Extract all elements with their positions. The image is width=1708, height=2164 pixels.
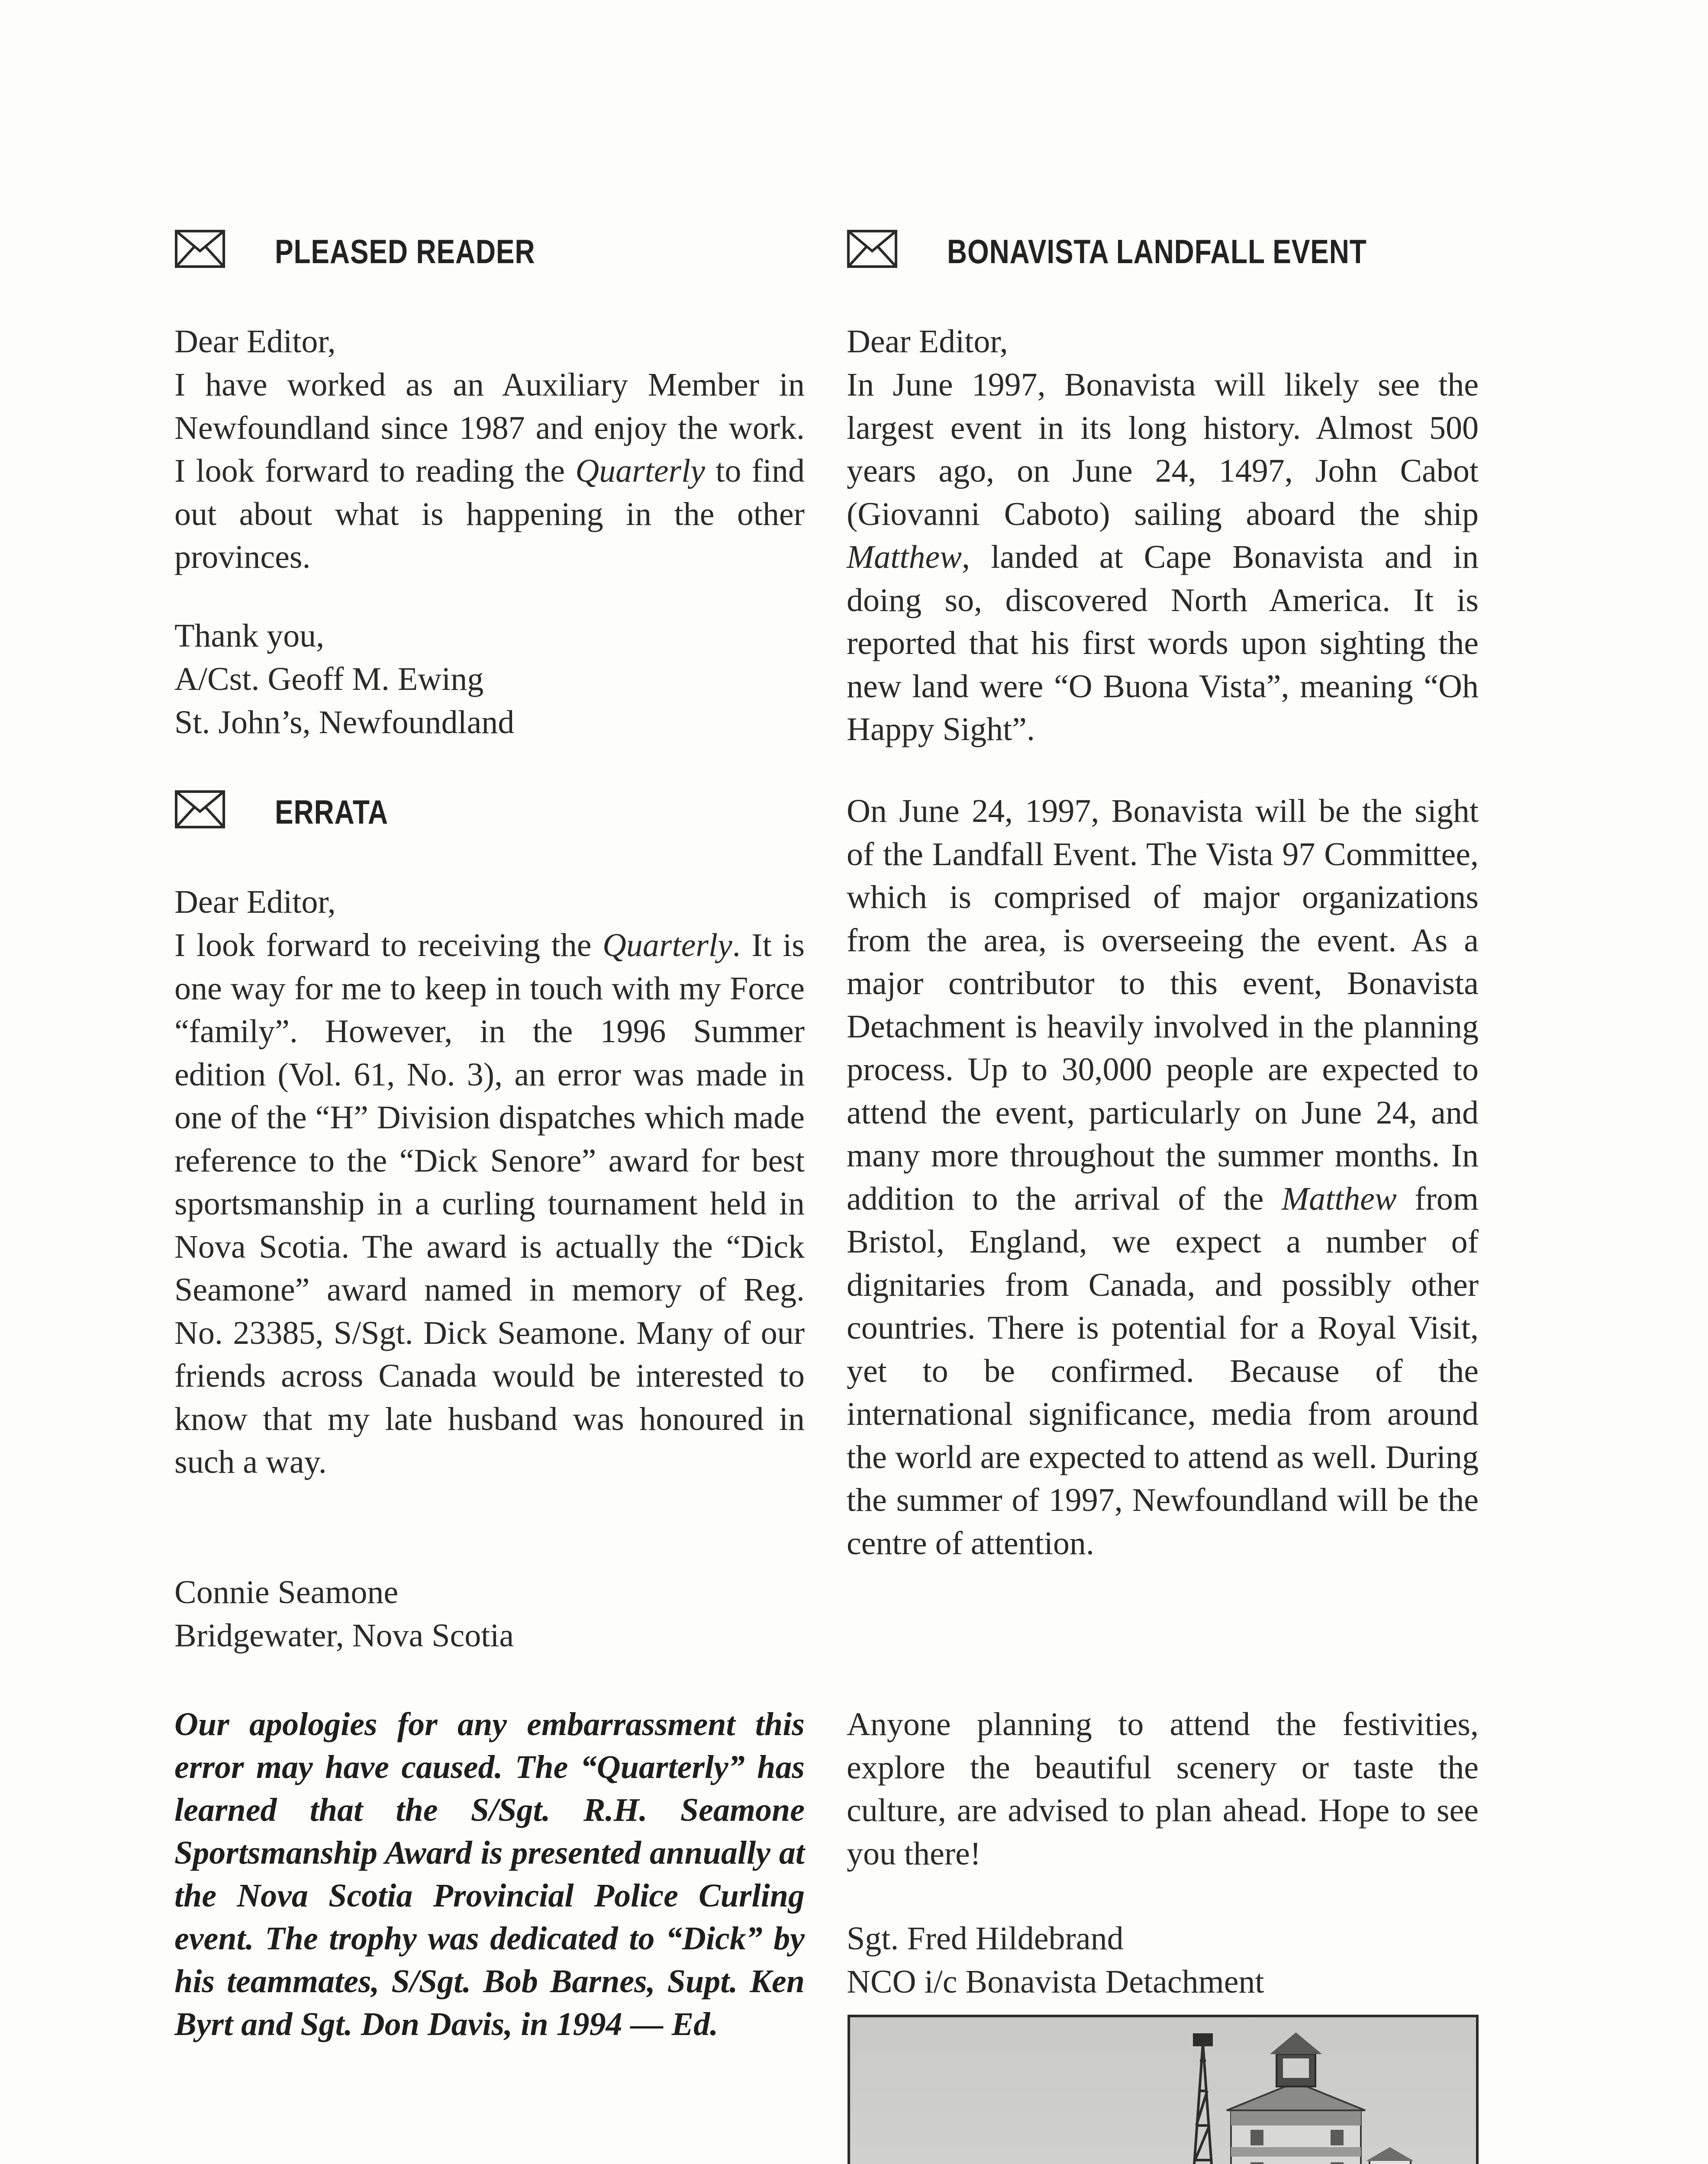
letter-body (174, 364, 805, 579)
signature-place: Bridgewater, Nova Scotia (174, 1617, 514, 1654)
salutation: Dear Editor, (847, 323, 1008, 360)
pleased-reader-heading (174, 229, 805, 273)
envelope-icon (174, 790, 226, 829)
signature-name: Sgt. Fred Hildebrand (847, 1920, 1124, 1957)
letter-paragraph-2 (847, 790, 1479, 1565)
errata-heading (174, 790, 805, 833)
signature-place: St. John’s, Newfoundland (174, 704, 515, 741)
ship-name: Matthew (1281, 1180, 1397, 1217)
envelope-icon (847, 229, 898, 268)
signature-name: A/Cst. Geoff M. Ewing (174, 661, 484, 697)
salutation: Dear Editor, (174, 884, 336, 920)
lighthouse-illustration (850, 2017, 1476, 2164)
publication-title: Quarterly (603, 927, 732, 963)
section-title: BONAVISTA LANDFALL EVENT (947, 232, 1367, 270)
lighthouse-photo (848, 2015, 1479, 2164)
letter-paragraph-1 (847, 364, 1479, 751)
closing: Thank you, (174, 618, 325, 654)
ship-name: Matthew (847, 539, 962, 575)
editor-note: Our apologies for any embarrassment this error may have caused. The “Quarterly” has learned that the S/Sgt. R.H. Seamone Sportsmanship Award is presented annually at the Nova Scotia Provincial Police Curling event. The trophy was dedicated to “Dick” by his teammates, S/Sgt. Bob Barnes, Supt. Ken Byrt and Sgt. Don Davis, in 1994 — Ed. (174, 1706, 805, 2042)
publication-title: Quarterly (575, 453, 705, 489)
landfall-heading (847, 229, 1479, 273)
signature-title: NCO i/c Bonavista Detachment (847, 1964, 1264, 2000)
salutation: Dear Editor, (174, 323, 336, 360)
body-text-end: from Bristol, England, we expect a number of dignitaries from Canada, and possibly other countries. There is potential for a Royal Visit, yet to be confirmed. Because of the international significance, media from around the world are expected to attend as well. During the summer of 1997, Newfoundland will be the centre of attention. (847, 1180, 1479, 1562)
sky (850, 2017, 1476, 2164)
letter-paragraph-3: Anyone planning to attend the festivities, explore the beautiful scenery or taste the culture, are advised to plan ahead. Hope to see you there! (847, 1706, 1479, 1872)
body-text-end: , landed at Cape Bonavista and in doing so, discovered North America. It is reported that his first words upon sighting the new land were “O Buona Vista”, meaning “Oh Happy Sight”. (847, 539, 1479, 747)
body-text: I look forward to receiving the (174, 927, 603, 963)
signature-name: Connie Seamone (174, 1574, 399, 1610)
body-text-rest: . It is one way for me to keep in touch with my Force “family”. However, in the 1996 Summer edition (Vol. 61, No. 3), an error was made in one of the “H” Division dispatches which made reference to the “Dick Senore” award for best sportsmanship in a curling tournament held in Nova Scotia. The award is actually the “Dick Seamone” award named in memory of Reg. No. 23385, S/Sgt. Dick Seamone. Many of our friends across Canada would be interested to know that my late husband was honoured in such a way. (174, 927, 805, 1480)
body-text-end: to find out about what is happening in the other provinces. (174, 453, 805, 575)
body-text: On June 24, 1997, Bonavista will be the sight of the Landfall Event. The Vista 97 Committee, which is comprised of major organizations from the area, is overseeing the event. As a major contributor to this event, Bonavista Detachment is heavily involved in the planning process. Up to 30,000 people are expected to attend the event, particularly on June 24, and many more throughout the summer months. In addition to the arrival of the (847, 793, 1479, 1217)
body-text: I have worked as an Auxiliary Member in Newfoundland since 1987 and enjoy the work. I look forward to reading the (174, 367, 805, 489)
section-title: ERRATA (275, 793, 388, 831)
body-text: In June 1997, Bonavista will likely see the largest event in its long history. Almost 500 years ago, on June 24, 1497, John Cabot (Giovanni Caboto) sailing aboard the ship (847, 367, 1479, 532)
envelope-icon (174, 229, 226, 268)
section-title: PLEASED READER (275, 232, 535, 270)
letter-body (174, 924, 805, 1484)
